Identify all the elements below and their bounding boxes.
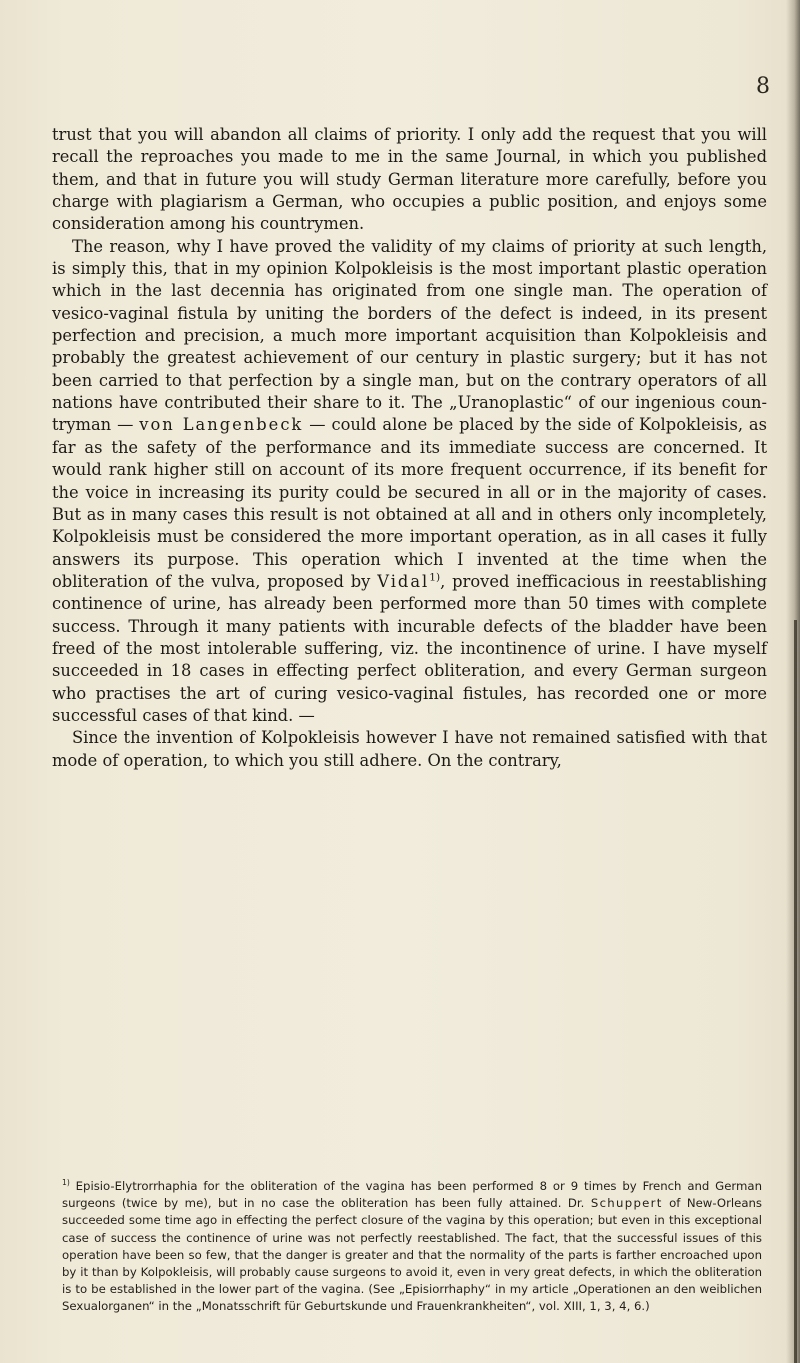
page-number: 8 (756, 74, 770, 99)
main-text (52, 124, 767, 772)
footnote-part-a: Episio-Elytrorrhaphia for the obliteration of the vagina has been performed 8 or 9 times by French and German surgeons (twice by me), but in no case the obliteration has been fully attained. Dr. (62, 1179, 762, 1211)
author-name-langenbeck: von Langenbeck (139, 415, 304, 435)
author-name-vidal: Vidal (377, 571, 430, 591)
paragraph-2-part-a: The reason, why I have proved the validity of my claims of priority at such length, is simply this, that in my opinion Kolpokleisis is the most important plastic operation which in the last decennia has originated from one single man. The operation of vesico-vaginal fistula by uniting the borders of the defect is indeed, in its present perfection and precision, a much more important acquisition than Kolpokleisis and probably the greatest achievement of our century in plastic surgery; but it has not been carried to that perfection by a single man, but on the contrary operators of all nations have contributed their share to it. The „Uranoplastic“ of our ingenious countryman — (52, 236, 767, 435)
footnote-part-b: of New-Orleans succeeded some time ago in effecting the perfect closure of the vagina by this operation; but even in this exceptional case of success the continence of urine was not perfectly reestablished. The fact, that the successful issues of this operation have been so few, that the danger is greater and that the normality of the parts is farther encroached upon by it than by Kolpokleisis, will probably cause surgeons to avoid it, even in very great defects, in which the obliteration is to be established in the lower part of the vagina. (See „Episiorrhaphy“ in my article „Operationen an den weiblichen Sexualorganen“ in the „Monatsschrift für Geburtskunde und Frauenkrankheiten“, vol. XIII, 1, 3, 4, 6.) (62, 1196, 762, 1314)
author-name-schuppert: Schuppert (590, 1196, 663, 1211)
paragraph-2-part-b: — could alone be placed by the side of Kolpokleisis, as far as the safety of the performance and its immediate success are concerned. It would rank higher still on account of its more frequent occurrence, if its benefit for the voice in increasing its purity could be secured in all or in the majority of cases. But as in many cases this result is not obtained at all and in others only incompletely, Kolpokleisis must be considered the more important operation, as in all cases it fully answers its purpose. This operation which I invented at the time when the obliteration of the vulva, proposed by (52, 415, 767, 591)
footnote-reference: 1) (429, 571, 441, 584)
page-edge-shadow (786, 0, 800, 1363)
page-edge-rule (794, 620, 797, 1363)
paragraph-2-part-c: , proved inefficacious in reestablishing continence of urine, has already been performed more than 50 times with complete success. Through it many patients with incurable defects of the bladder have been freed of the most intolerable suffering, viz. the incontinence of urine. I have myself succeeded in 18 cases in effecting perfect obliteration, and every German surgeon who practises the art of curing vesico-vaginal fistules, has recorded one or more successful cases of that kind. — (52, 571, 767, 725)
paragraph-3: Since the invention of Kolpokleisis however I have not remained satisfied with that mode of operation, to which you still adhere. On the contrary, (52, 728, 767, 770)
paragraph-1: trust that you will abandon all claims of priority. I only add the request that you will recall the reproaches you made to me in the same Journal, in which you published them, and that in future you will study German literature more carefully, before you charge with plagiarism a German, who occupies a public position, and enjoys some consideration among his countrymen. (52, 125, 767, 234)
footnote-marker: 1) (62, 1178, 70, 1188)
paragraph-2 (52, 236, 767, 728)
footnote (62, 1178, 762, 1316)
